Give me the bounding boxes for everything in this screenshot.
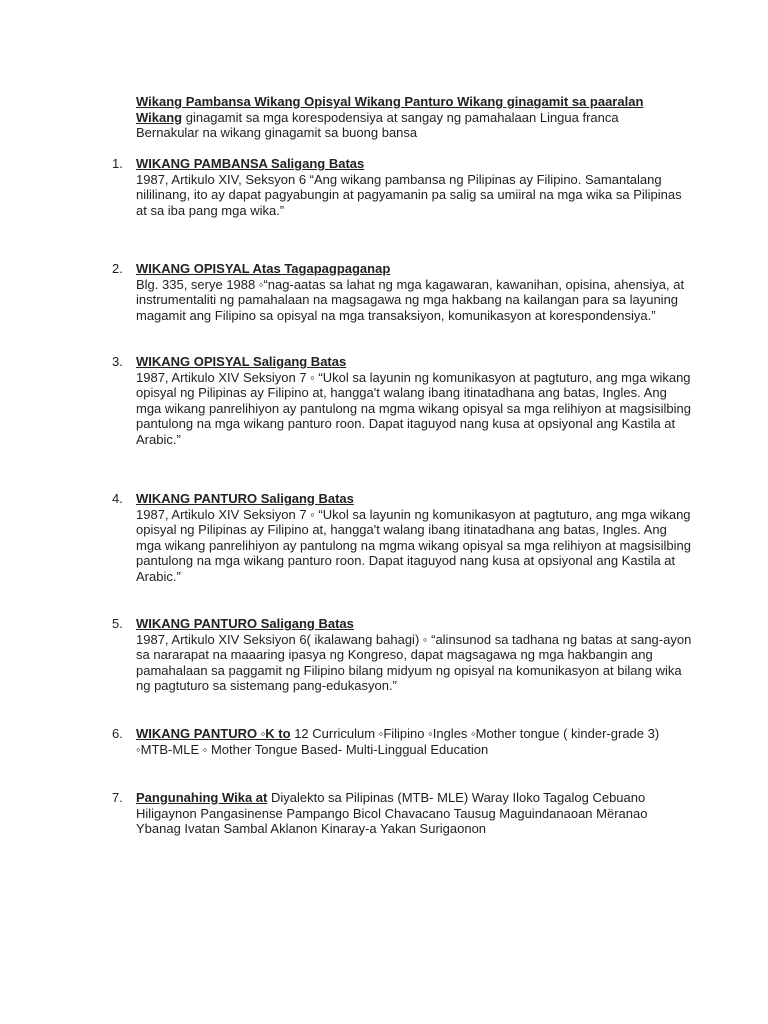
list-item-3 bbox=[112, 354, 692, 447]
intro-line-2 bbox=[136, 110, 696, 126]
item-heading: WIKANG PAMBANSA Saligang Batas bbox=[136, 156, 365, 171]
item-body: 1987, Artikulo XIV Seksiyon 6( ikalawang bahagi) ◦ “alinsunod sa tadhana ng batas at sang-ayon sa nararapat na maaaring ipasya ng Kongreso, dapat magsagawa ng mga hakbangin ang pamahalaan sa paggamit ng Filipino bilang midyum ng opisyal na komunikasyon at bilang wika ng pagtuturo sa sistemang pang-edukasyon.” bbox=[136, 631, 692, 693]
item-heading: WIKANG PANTURO ◦K to bbox=[136, 726, 291, 741]
intro-paragraph bbox=[136, 94, 696, 141]
list-item-5 bbox=[112, 616, 692, 694]
item-number: 2. bbox=[112, 261, 123, 276]
item-content bbox=[136, 616, 692, 694]
list-item-6 bbox=[112, 726, 692, 757]
item-body: 1987, Artikulo XIV Seksiyon 7 ◦ “Ukol sa layunin ng komunikasyon at pagtuturo, ang mga wikang opisyal ng Pilipinas ay Filipino at, hangga't walang ibang itinatadhana ang batas, Ingles. Ang mga wikang panrelihiyon ay pantulong na mgma wikang opisyal sa mga relihiyon at magsisilbing pantulong na mga wikang panturo roon. Dapat itaguyod nang kusa at opsiyonal ang Kastila at Arabic.” bbox=[136, 369, 691, 447]
intro-heading-line bbox=[136, 94, 696, 110]
item-body: 1987, Artikulo XIV, Seksyon 6 “Ang wikang pambansa ng Pilipinas ay Filipino. Samantalang nililinang, ito ay dapat pagyabungin at pagyamanin pa salig sa umiiral na mga wika sa Pilipinas at sa iba pang mga wika.” bbox=[136, 171, 682, 218]
list-item-4 bbox=[112, 491, 692, 584]
intro-line-2-text: ginagamit sa mga korespodensiya at sangay ng pamahalaan Lingua franca bbox=[182, 109, 619, 125]
item-body: 1987, Artikulo XIV Seksiyon 7 ◦ “Ukol sa layunin ng komunikasyon at pagtuturo, ang mga wikang opisyal ng Pilipinas ay Filipino at, hangga't walang ibang itinatadhana ang batas, Ingles. Ang mga wikang panrelihiyon ay pantulong na mgma wikang opisyal sa mga relihiyon at magsisilbing pantulong na mga wikang panturo roon. Dapat itaguyod nang kusa at opsiyonal ang Kastila at Arabic.” bbox=[136, 506, 691, 584]
item-content bbox=[136, 726, 692, 757]
item-content bbox=[136, 790, 692, 837]
item-number: 6. bbox=[112, 726, 123, 741]
item-number: 1. bbox=[112, 156, 123, 171]
list-item-7 bbox=[112, 790, 692, 837]
item-heading: WIKANG OPISYAL Saligang Batas bbox=[136, 354, 347, 369]
intro-heading-word: Wikang bbox=[136, 109, 183, 125]
item-number: 5. bbox=[112, 616, 123, 631]
item-number: 7. bbox=[112, 790, 123, 805]
item-content bbox=[136, 491, 692, 584]
item-body: 12 Curriculum ◦Filipino ◦Ingles ◦Mother tongue ( kinder-grade 3) ◦MTB-MLE ◦ Mother Tongue Based- Multi-Linggual Education bbox=[136, 726, 660, 757]
item-content bbox=[136, 354, 692, 447]
item-content bbox=[136, 156, 692, 218]
item-heading: Pangunahing Wika at bbox=[136, 790, 268, 805]
item-body: Blg. 335, serye 1988 ◦“nag-aatas sa lahat ng mga kagawaran, kawanihan, opisina, ahensiya, at instrumentaliti ng pamahalaan na magsagawa ng mga hakbang na kailangan para sa layuning magamit ang Filipino sa opisyal na mga transaksiyon, komunikasyon at korespondensiya.” bbox=[136, 276, 685, 323]
list-item-2 bbox=[112, 261, 692, 323]
item-heading: WIKANG PANTURO Saligang Batas bbox=[136, 616, 354, 631]
item-heading: WIKANG OPISYAL Atas Tagapagpaganap bbox=[136, 261, 391, 276]
item-content bbox=[136, 261, 692, 323]
intro-line-3: Bernakular na wikang ginagamit sa buong bansa bbox=[136, 125, 418, 140]
item-number: 3. bbox=[112, 354, 123, 369]
intro-heading: Wikang Pambansa Wikang Opisyal Wikang Panturo Wikang ginagamit sa paaralan bbox=[136, 94, 644, 109]
item-body: Diyalekto sa Pilipinas (MTB- MLE) Waray Iloko Tagalog Cebuano Hiligaynon Pangasinense Pampango Bicol Chavacano Tausug Maguindanaoan Mëranao Ybanag Ivatan Sambal Aklanon Kinaray-a Yakan Surigaonon bbox=[136, 790, 648, 836]
item-heading: WIKANG PANTURO Saligang Batas bbox=[136, 491, 354, 506]
list-item-1 bbox=[112, 156, 692, 218]
item-number: 4. bbox=[112, 491, 123, 506]
